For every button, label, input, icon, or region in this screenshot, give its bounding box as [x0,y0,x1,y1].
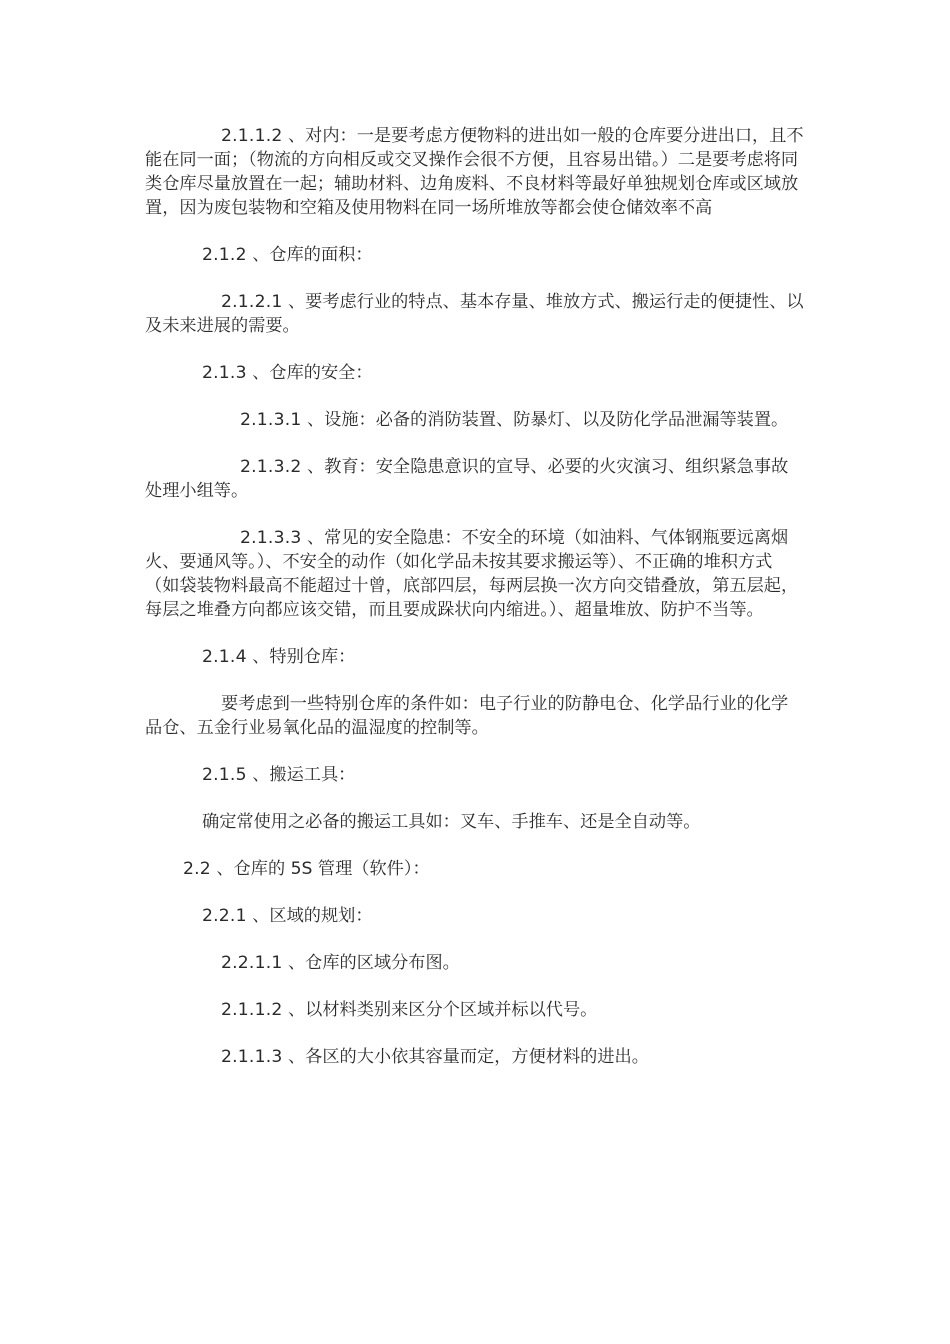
paragraph-2-1-3-1 [145,408,805,432]
section-number: 2.1.3 [202,363,247,383]
section-number: 2.1.5 [202,765,247,785]
section-number: 2.1.4 [202,647,247,667]
paragraph-text: 、仓库的区域分布图。 [282,953,460,973]
section-number: 2.2.1 [202,906,247,926]
paragraph-handling-tools [145,810,805,834]
section-number: 2.1.3.3 [240,528,302,548]
paragraph-text: 、教育：安全隐患意识的宣导、必要的火灾演习、组织紧急事故处理小组等。 [145,457,789,501]
paragraph-special-warehouse [145,692,805,740]
heading-2-2-1 [145,904,805,928]
paragraph-2-1-3-3 [145,526,805,622]
document-body [145,124,805,1092]
paragraph-2-1-2-1 [145,290,805,338]
paragraph-2-1-1-3 [145,1045,805,1069]
section-number: 2.1.3.2 [240,457,302,477]
heading-2-1-3 [145,361,805,385]
heading-text: 、区域的规划： [246,906,373,926]
section-number: 2.1.1.2 [221,1000,283,1020]
section-number: 2.2.1.1 [221,953,283,973]
heading-text: 、特别仓库： [246,647,356,667]
paragraph-2-1-1-2 [145,124,805,220]
section-number: 2.1.1.2 [221,126,283,146]
section-number: 2.1.2 [202,245,247,265]
heading-2-1-2 [145,243,805,267]
heading-text: 、仓库的安全： [246,363,373,383]
heading-text: 、搬运工具： [246,765,356,785]
heading-text: 、仓库的 5S 管理（软件）： [210,859,430,879]
section-number: 2.2 [183,859,211,879]
heading-text: 、仓库的面积： [246,245,373,265]
section-number: 2.1.1.3 [221,1047,283,1067]
paragraph-2-1-3-2 [145,455,805,503]
heading-2-1-4 [145,645,805,669]
paragraph-2-2-1-1 [145,951,805,975]
paragraph-text: 、常见的安全隐患：不安全的环境（如油料、气体钢瓶要远离烟火、要通风等。）、不安全的动作（如化学品未按其要求搬运等）、不正确的堆积方式（如袋装物料最高不能超过十曾，底部四层，每两层换一次方向交错叠放，第五层起，每层之堆叠方向都应该交错，而且要成跺状向内缩进。）、超量堆放、防护不当等。 [145,528,799,620]
paragraph-text: 、设施：必备的消防装置、防暴灯、以及防化学品泄漏等装置。 [301,410,789,430]
paragraph-text: 、对内：一是要考虑方便物料的进出如一般的仓库要分进出口，且不能在同一面；（物流的方向相反或交叉操作会很不方便，且容易出错。）二是要考虑将同类仓库尽量放置在一起；辅助材料、边角废料、不良材料等最好单独规划仓库或区域放置，因为废包装物和空箱及使用物料在同一场所堆放等都会使仓储效率不高 [145,126,804,218]
paragraph-text: 、以材料类别来区分个区域并标以代号。 [282,1000,598,1020]
paragraph-text: 要考虑到一些特别仓库的条件如：电子行业的防静电仓、化学品行业的化学品仓、五金行业易氧化品的温湿度的控制等。 [145,694,789,738]
paragraph-text: 、要考虑行业的特点、基本存量、堆放方式、搬运行走的便捷性、以及未来进展的需要。 [145,292,804,336]
section-number: 2.1.3.1 [240,410,302,430]
heading-2-2 [145,857,805,881]
paragraph-2-1-1-2-b [145,998,805,1022]
heading-2-1-5 [145,763,805,787]
section-number: 2.1.2.1 [221,292,283,312]
paragraph-text: 确定常使用之必备的搬运工具如：叉车、手推车、还是全自动等。 [202,812,701,832]
paragraph-text: 、各区的大小依其容量而定，方便材料的进出。 [282,1047,649,1067]
